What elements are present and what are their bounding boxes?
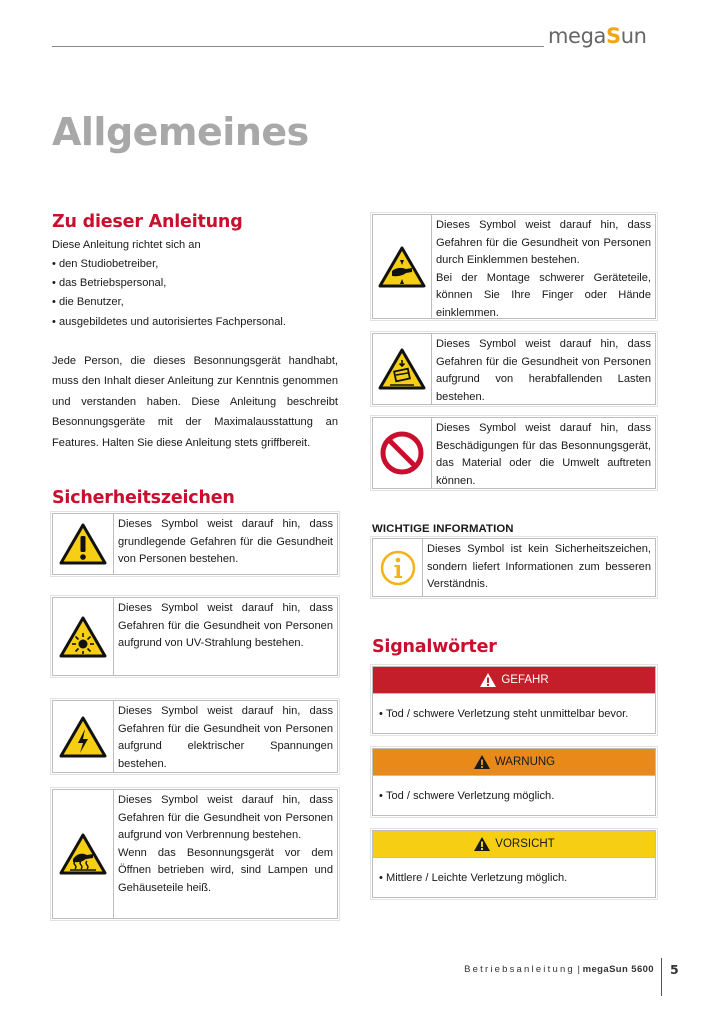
list-item: • die Benutzer, — [52, 293, 338, 312]
important-info-box — [372, 538, 656, 597]
warning-triangle-icon — [473, 754, 491, 770]
caution-label: VORSICHT — [495, 838, 555, 850]
header-rule — [52, 46, 544, 47]
signal-word-caution — [372, 830, 656, 898]
warning-triangle-icon — [473, 836, 491, 852]
general-warning-icon — [53, 514, 114, 574]
important-info-text: Dieses Symbol ist kein Sicherheitszeichen, sondern liefert Informationen zum besseren Verständnis. — [427, 543, 651, 591]
page-title: Allgemeines — [52, 110, 309, 154]
about-manual-paragraph: Jede Person, die dieses Besonnungsgerät handhabt, muss den Inhalt dieser Anleitung zur Kenntnis genommen und verstanden haben. Diese Anleitung beschreibt Besonnungsgeräte mit der Maximalausstattung an Features. Halten Sie diese Anleitung stets griffbereit. — [52, 355, 338, 449]
warning-label-bar — [373, 749, 655, 775]
caution-label-bar — [373, 831, 655, 857]
page-number: 5 — [670, 962, 679, 977]
danger-label-bar — [373, 667, 655, 693]
footer-doc-label: Betriebsanleitung — [464, 964, 575, 975]
signal-words-heading: Signalwörter — [372, 637, 497, 657]
list-item: • ausgebildetes und autorisiertes Fachpersonal. — [52, 313, 338, 332]
safety-sign-text: Dieses Symbol weist darauf hin, dass Gefahren für die Gesundheit von Personen aufgrund elektrischer Spannungen bestehen. — [118, 705, 333, 770]
audience-list — [52, 255, 338, 332]
safety-sign-text: Dieses Symbol weist darauf hin, dass grundlegende Gefahren für die Gesundheit von Personen bestehen. — [118, 518, 333, 566]
list-item: • das Betriebspersonal, — [52, 274, 338, 293]
safety-sign-text: Dieses Symbol weist darauf hin, dass Gefahren für die Gesundheit von Personen aufgrund von Verbrennung bestehen. — [118, 794, 333, 842]
safety-signs-heading: Sicherheitszeichen — [52, 488, 235, 508]
safety-sign-hand-crush — [372, 214, 656, 319]
megasun-logo: megaSun — [548, 24, 647, 48]
signal-word-danger — [372, 666, 656, 734]
falling-load-warning-icon — [373, 334, 432, 404]
safety-sign-text: Wenn das Besonnungsgerät vor dem Öffnen betrieben wird, sind Lampen und Gehäuseteile heiß. — [118, 846, 333, 894]
uv-radiation-warning-icon — [53, 598, 114, 675]
safety-sign-text: Dieses Symbol weist darauf hin, dass Beschädigungen für das Besonnungsgerät, das Material oder die Umwelt auftreten können. — [436, 422, 651, 487]
safety-sign-uv — [52, 597, 338, 676]
danger-label: GEFAHR — [501, 674, 549, 686]
warning-label: WARNUNG — [494, 756, 556, 768]
danger-description: • Tod / schwere Verletzung steht unmittelbar bevor. — [373, 693, 655, 733]
footer-model: megaSun 5600 — [582, 964, 654, 975]
info-icon — [373, 539, 423, 596]
warning-description: • Tod / schwere Verletzung möglich. — [373, 775, 655, 815]
about-manual-intro: Diese Anleitung richtet sich an — [52, 239, 201, 251]
hand-crush-warning-icon — [373, 215, 432, 318]
safety-sign-text: Dieses Symbol weist darauf hin, dass Gefahren für die Gesundheit von Personen aufgrund von herabfallenden Lasten bestehen. — [436, 338, 651, 403]
safety-sign-text: Bei der Montage schwerer Geräteteile, können Sie Ihre Finger oder Hände einklemmen. — [436, 271, 651, 319]
safety-sign-prohibition — [372, 417, 656, 489]
caution-description: • Mittlere / Leichte Verletzung möglich. — [373, 857, 655, 897]
warning-triangle-icon — [479, 672, 497, 688]
safety-sign-text: Dieses Symbol weist darauf hin, dass Gefahren für die Gesundheit von Personen aufgrund von UV-Strahlung bestehen. — [118, 602, 333, 650]
safety-sign-falling-load — [372, 333, 656, 405]
footer-divider — [661, 958, 662, 996]
safety-sign-text: Dieses Symbol weist darauf hin, dass Gefahren für die Gesundheit von Personen durch Einklemmen bestehen. — [436, 219, 651, 267]
footer-document-info — [464, 964, 654, 975]
footer-separator: | — [577, 964, 581, 975]
prohibition-sign-icon — [373, 418, 432, 488]
safety-sign-electrical — [52, 700, 338, 773]
signal-word-warning — [372, 748, 656, 816]
electrical-voltage-warning-icon — [53, 701, 114, 772]
safety-sign-general — [52, 513, 338, 575]
important-info-title: WICHTIGE INFORMATION — [372, 523, 514, 535]
about-manual-heading: Zu dieser Anleitung — [52, 212, 243, 232]
safety-sign-hot-surface — [52, 789, 338, 919]
hot-surface-warning-icon — [53, 790, 114, 918]
list-item: • den Studiobetreiber, — [52, 255, 338, 274]
